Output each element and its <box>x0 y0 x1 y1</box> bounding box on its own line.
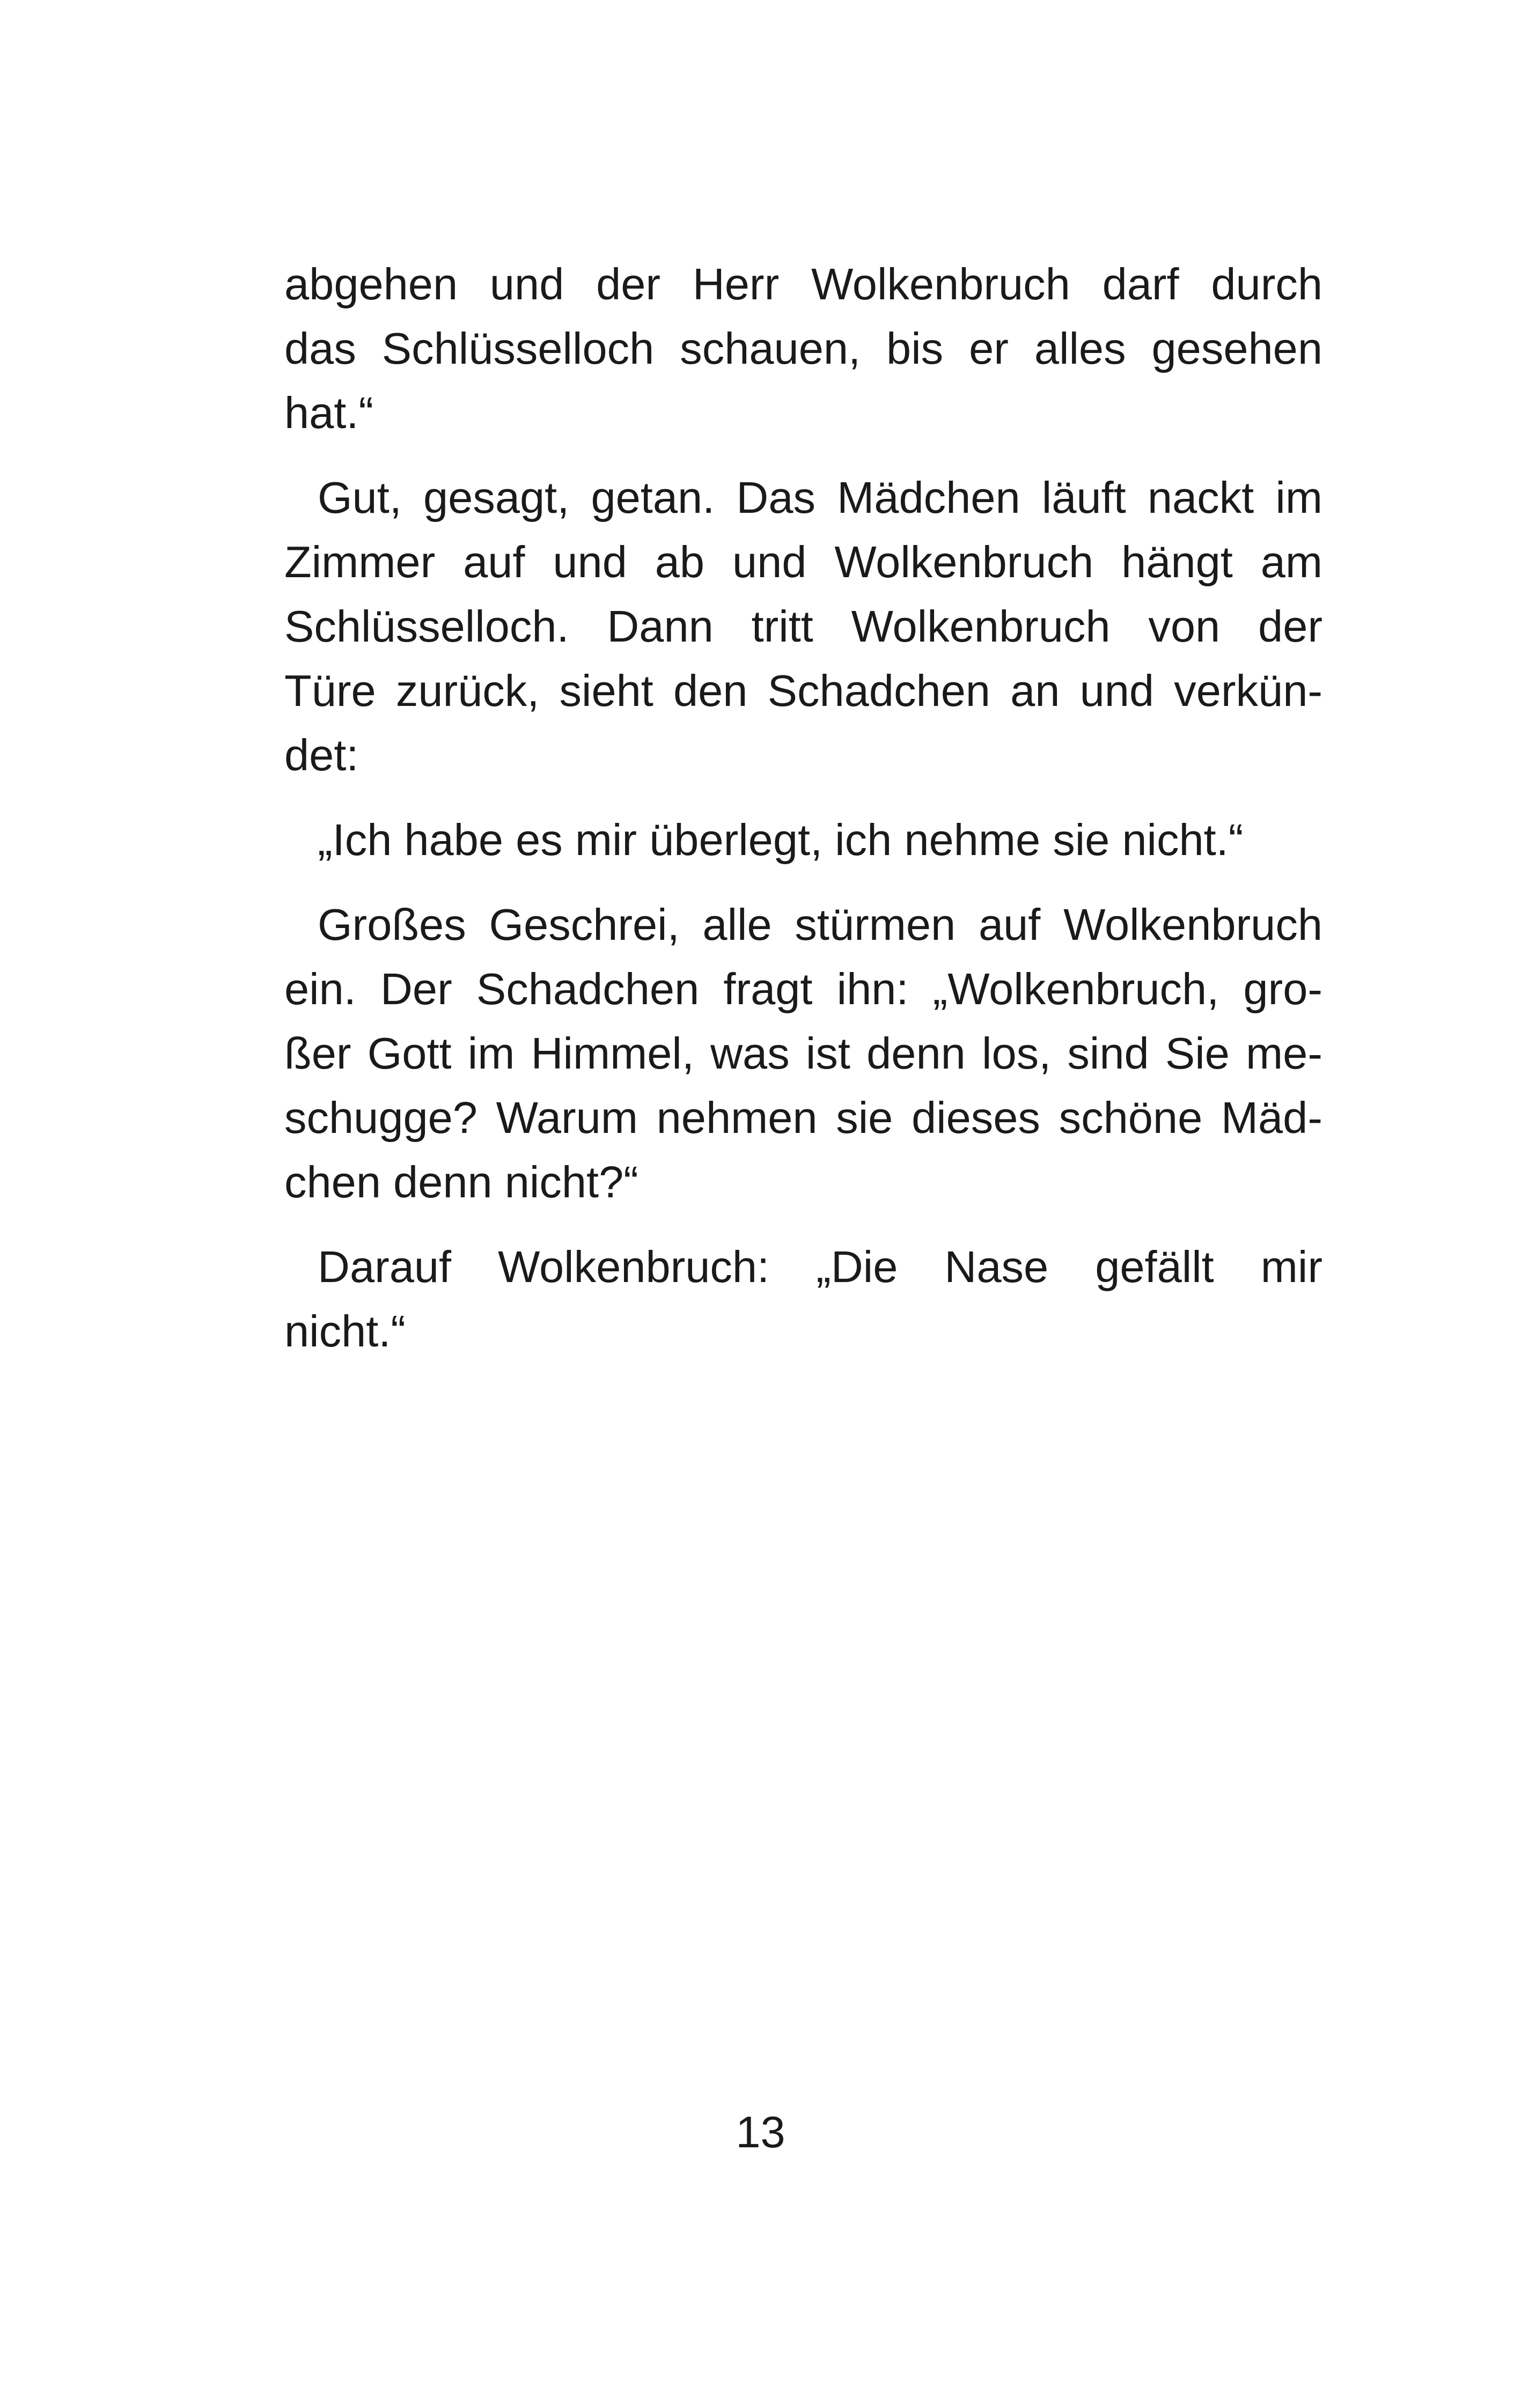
text-line: „Ich habe es mir überlegt, ich nehme sie nicht.“ <box>318 815 1244 865</box>
text-line: Darauf Wolkenbruch: „Die Nase gefällt mir <box>318 1242 1322 1292</box>
text-line: Gut, gesagt, getan. Das Mädchen läuft nackt im <box>318 473 1322 522</box>
text-line: nicht.“ <box>284 1306 406 1356</box>
paragraph-4 <box>284 893 1322 1214</box>
text-line: ßer Gott im Himmel, was ist denn los, sind Sie me- <box>284 1028 1322 1078</box>
paragraph-2 <box>284 466 1322 787</box>
text-line: Schlüsselloch. Dann tritt Wolkenbruch von der <box>284 601 1322 651</box>
paragraph-5 <box>284 1235 1322 1364</box>
text-line: chen denn nicht?“ <box>284 1157 638 1207</box>
text-line: Türe zurück, sieht den Schadchen an und verkün- <box>284 666 1322 716</box>
text-line: det: <box>284 730 359 780</box>
body-text <box>284 252 1322 1364</box>
paragraph-3 <box>284 808 1322 872</box>
page-number: 13 <box>736 2107 785 2157</box>
text-line: abgehen und der Herr Wolkenbruch darf durch <box>284 259 1322 309</box>
text-line: Zimmer auf und ab und Wolkenbruch hängt am <box>284 537 1322 587</box>
text-line: schugge? Warum nehmen sie dieses schöne Mäd- <box>284 1093 1322 1143</box>
text-line: ein. Der Schadchen fragt ihn: „Wolkenbruch, gro- <box>284 964 1322 1014</box>
text-line: Großes Geschrei, alle stürmen auf Wolkenbruch <box>318 900 1322 949</box>
text-line: hat.“ <box>284 388 374 438</box>
paragraph-1 <box>284 252 1322 445</box>
text-line: das Schlüsselloch schauen, bis er alles gesehen <box>284 323 1322 373</box>
